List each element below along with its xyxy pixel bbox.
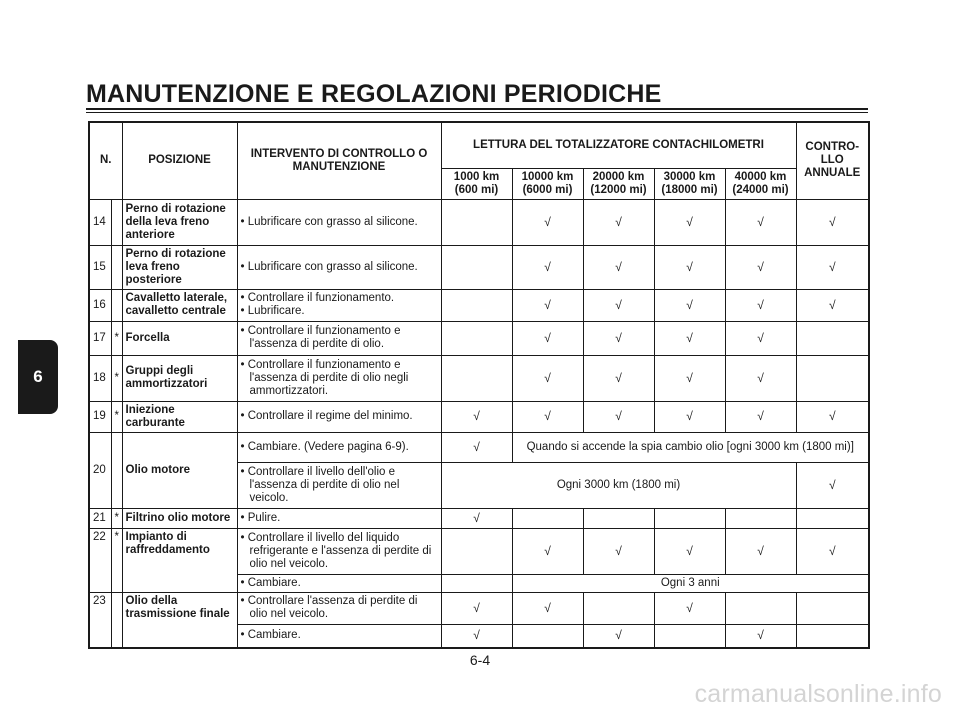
check-cell-annual [796, 624, 869, 648]
check-cell: √ [725, 355, 796, 401]
check-cell: √ [654, 199, 725, 245]
check-cell: √ [583, 245, 654, 289]
header-odometer: LETTURA DEL TOTALIZZATORE CONTACHILOMETRI [441, 122, 796, 168]
row-star: * [111, 528, 122, 592]
title-rule-thin [86, 112, 868, 113]
check-cell: √ [441, 592, 512, 624]
row-star: * [111, 321, 122, 355]
check-cell: √ [583, 624, 654, 648]
check-cell-annual: √ [796, 245, 869, 289]
check-cell: √ [512, 355, 583, 401]
row-position: Olio motore [122, 432, 237, 508]
row-num: 15 [89, 245, 111, 289]
check-cell: √ [512, 401, 583, 432]
check-cell: √ [725, 401, 796, 432]
row-action: • Cambiare. [237, 574, 441, 592]
row-star: * [111, 401, 122, 432]
check-cell-annual: √ [796, 199, 869, 245]
row-position: Cavalletto laterale, cavalletto centrale [122, 289, 237, 321]
table-row [89, 508, 869, 528]
check-cell-annual [796, 508, 869, 528]
check-cell [441, 574, 512, 592]
row-position: Iniezione carburante [122, 401, 237, 432]
header-km-1000: 1000 km (600 mi) [441, 168, 512, 199]
table-row [89, 199, 869, 245]
check-cell: √ [725, 245, 796, 289]
table-row [89, 528, 869, 574]
row-action: • Pulire. [237, 508, 441, 528]
row-position: Gruppi degli ammortizzatori [122, 355, 237, 401]
check-cell: √ [583, 528, 654, 574]
interval-note: Quando si accende la spia cambio olio [ogni 3000 km (1800 mi)] [512, 432, 869, 462]
interval-note: Ogni 3000 km (1800 mi) [441, 462, 796, 508]
row-star: * [111, 355, 122, 401]
header-km-10000: 10000 km (6000 mi) [512, 168, 583, 199]
row-num: 17 [89, 321, 111, 355]
check-cell [441, 199, 512, 245]
table-row [89, 289, 869, 321]
check-cell: √ [725, 321, 796, 355]
check-cell: √ [512, 245, 583, 289]
check-cell-annual: √ [796, 401, 869, 432]
header-km-30000: 30000 km (18000 mi) [654, 168, 725, 199]
check-cell: √ [654, 592, 725, 624]
check-cell-annual: √ [796, 289, 869, 321]
header-action: INTERVENTO DI CONTROLLO O MANUTENZIONE [237, 122, 441, 199]
header-km-40000: 40000 km (24000 mi) [725, 168, 796, 199]
row-action: • Controllare il livello del liquido refrigerante e l'assenza di perdite di olio nel veicolo. [237, 528, 441, 574]
row-action: • Controllare il funzionamento. • Lubrificare. [237, 289, 441, 321]
row-star [111, 592, 122, 648]
row-position: Impianto di raffreddamento [122, 528, 237, 592]
table-row [89, 432, 869, 462]
check-cell-annual [796, 321, 869, 355]
check-cell-annual [796, 592, 869, 624]
check-cell: √ [441, 432, 512, 462]
row-star [111, 289, 122, 321]
check-cell [441, 245, 512, 289]
watermark-link[interactable]: carmanualsonline.info [694, 680, 942, 708]
row-action: • Controllare il regime del minimo. [237, 401, 441, 432]
row-action: • Controllare il funzionamento e l'assenza di perdite di olio. [237, 321, 441, 355]
row-action: • Lubrificare con grasso al silicone. [237, 199, 441, 245]
check-cell: √ [654, 245, 725, 289]
check-cell: √ [725, 528, 796, 574]
row-num: 21 [89, 508, 111, 528]
row-num: 23 [89, 592, 111, 648]
check-cell [583, 592, 654, 624]
check-cell [654, 508, 725, 528]
table-row [89, 592, 869, 624]
check-cell [654, 624, 725, 648]
row-num: 14 [89, 199, 111, 245]
table-row [89, 321, 869, 355]
check-cell: √ [512, 199, 583, 245]
check-cell [725, 592, 796, 624]
chapter-tab[interactable] [18, 340, 58, 414]
check-cell: √ [512, 528, 583, 574]
check-cell-annual: √ [796, 462, 869, 508]
check-cell [441, 321, 512, 355]
check-cell: √ [583, 199, 654, 245]
row-position: Perno di rotazione leva freno posteriore [122, 245, 237, 289]
maintenance-table [88, 121, 870, 649]
row-position: Filtrino olio motore [122, 508, 237, 528]
row-action: • Controllare il livello dell'olio e l'assenza di perdite di olio nel veicolo. [237, 462, 441, 508]
check-cell: √ [441, 508, 512, 528]
row-num: 22 [89, 528, 111, 592]
row-star [111, 432, 122, 508]
page-number: 6-4 [469, 652, 491, 668]
check-cell: √ [512, 592, 583, 624]
header-km-20000: 20000 km (12000 mi) [583, 168, 654, 199]
check-cell [441, 355, 512, 401]
check-cell [512, 508, 583, 528]
check-cell: √ [725, 199, 796, 245]
row-num: 19 [89, 401, 111, 432]
check-cell: √ [512, 321, 583, 355]
check-cell: √ [441, 624, 512, 648]
check-cell-annual [796, 355, 869, 401]
chapter-tab-label: 6 [33, 367, 43, 386]
interval-note: Ogni 3 anni [512, 574, 869, 592]
row-action: • Cambiare. [237, 624, 441, 648]
check-cell: √ [725, 624, 796, 648]
check-cell [512, 624, 583, 648]
row-num: 18 [89, 355, 111, 401]
check-cell: √ [441, 401, 512, 432]
row-action: • Controllare il funzionamento e l'assenza di perdite di olio negli ammortizzatori. [237, 355, 441, 401]
check-cell: √ [583, 289, 654, 321]
check-cell: √ [512, 289, 583, 321]
check-cell: √ [654, 355, 725, 401]
check-cell-annual: √ [796, 528, 869, 574]
row-star [111, 199, 122, 245]
check-cell: √ [654, 401, 725, 432]
check-cell: √ [654, 528, 725, 574]
header-annual: CONTRO- LLO ANNUALE [796, 122, 869, 199]
check-cell [441, 528, 512, 574]
row-position: Perno di rotazione della leva freno anteriore [122, 199, 237, 245]
row-num: 20 [89, 432, 111, 508]
header-num: N. [89, 122, 122, 199]
table-row [89, 401, 869, 432]
check-cell: √ [583, 355, 654, 401]
check-cell: √ [654, 321, 725, 355]
check-cell: √ [583, 401, 654, 432]
check-cell [725, 508, 796, 528]
check-cell: √ [654, 289, 725, 321]
row-action: • Lubrificare con grasso al silicone. [237, 245, 441, 289]
row-action: • Controllare l'assenza di perdite di olio nel veicolo. [237, 592, 441, 624]
check-cell: √ [725, 289, 796, 321]
row-position: Olio della trasmissione finale [122, 592, 237, 648]
title-rule [86, 108, 868, 110]
check-cell [441, 289, 512, 321]
row-action: • Cambiare. (Vedere pagina 6-9). [237, 432, 441, 462]
row-num: 16 [89, 289, 111, 321]
row-position: Forcella [122, 321, 237, 355]
header-position: POSIZIONE [122, 122, 237, 199]
row-star [111, 245, 122, 289]
row-star: * [111, 508, 122, 528]
table-row [89, 355, 869, 401]
check-cell [583, 508, 654, 528]
check-cell: √ [583, 321, 654, 355]
page-title: MANUTENZIONE E REGOLAZIONI PERIODICHE [86, 80, 662, 108]
table-row [89, 245, 869, 289]
